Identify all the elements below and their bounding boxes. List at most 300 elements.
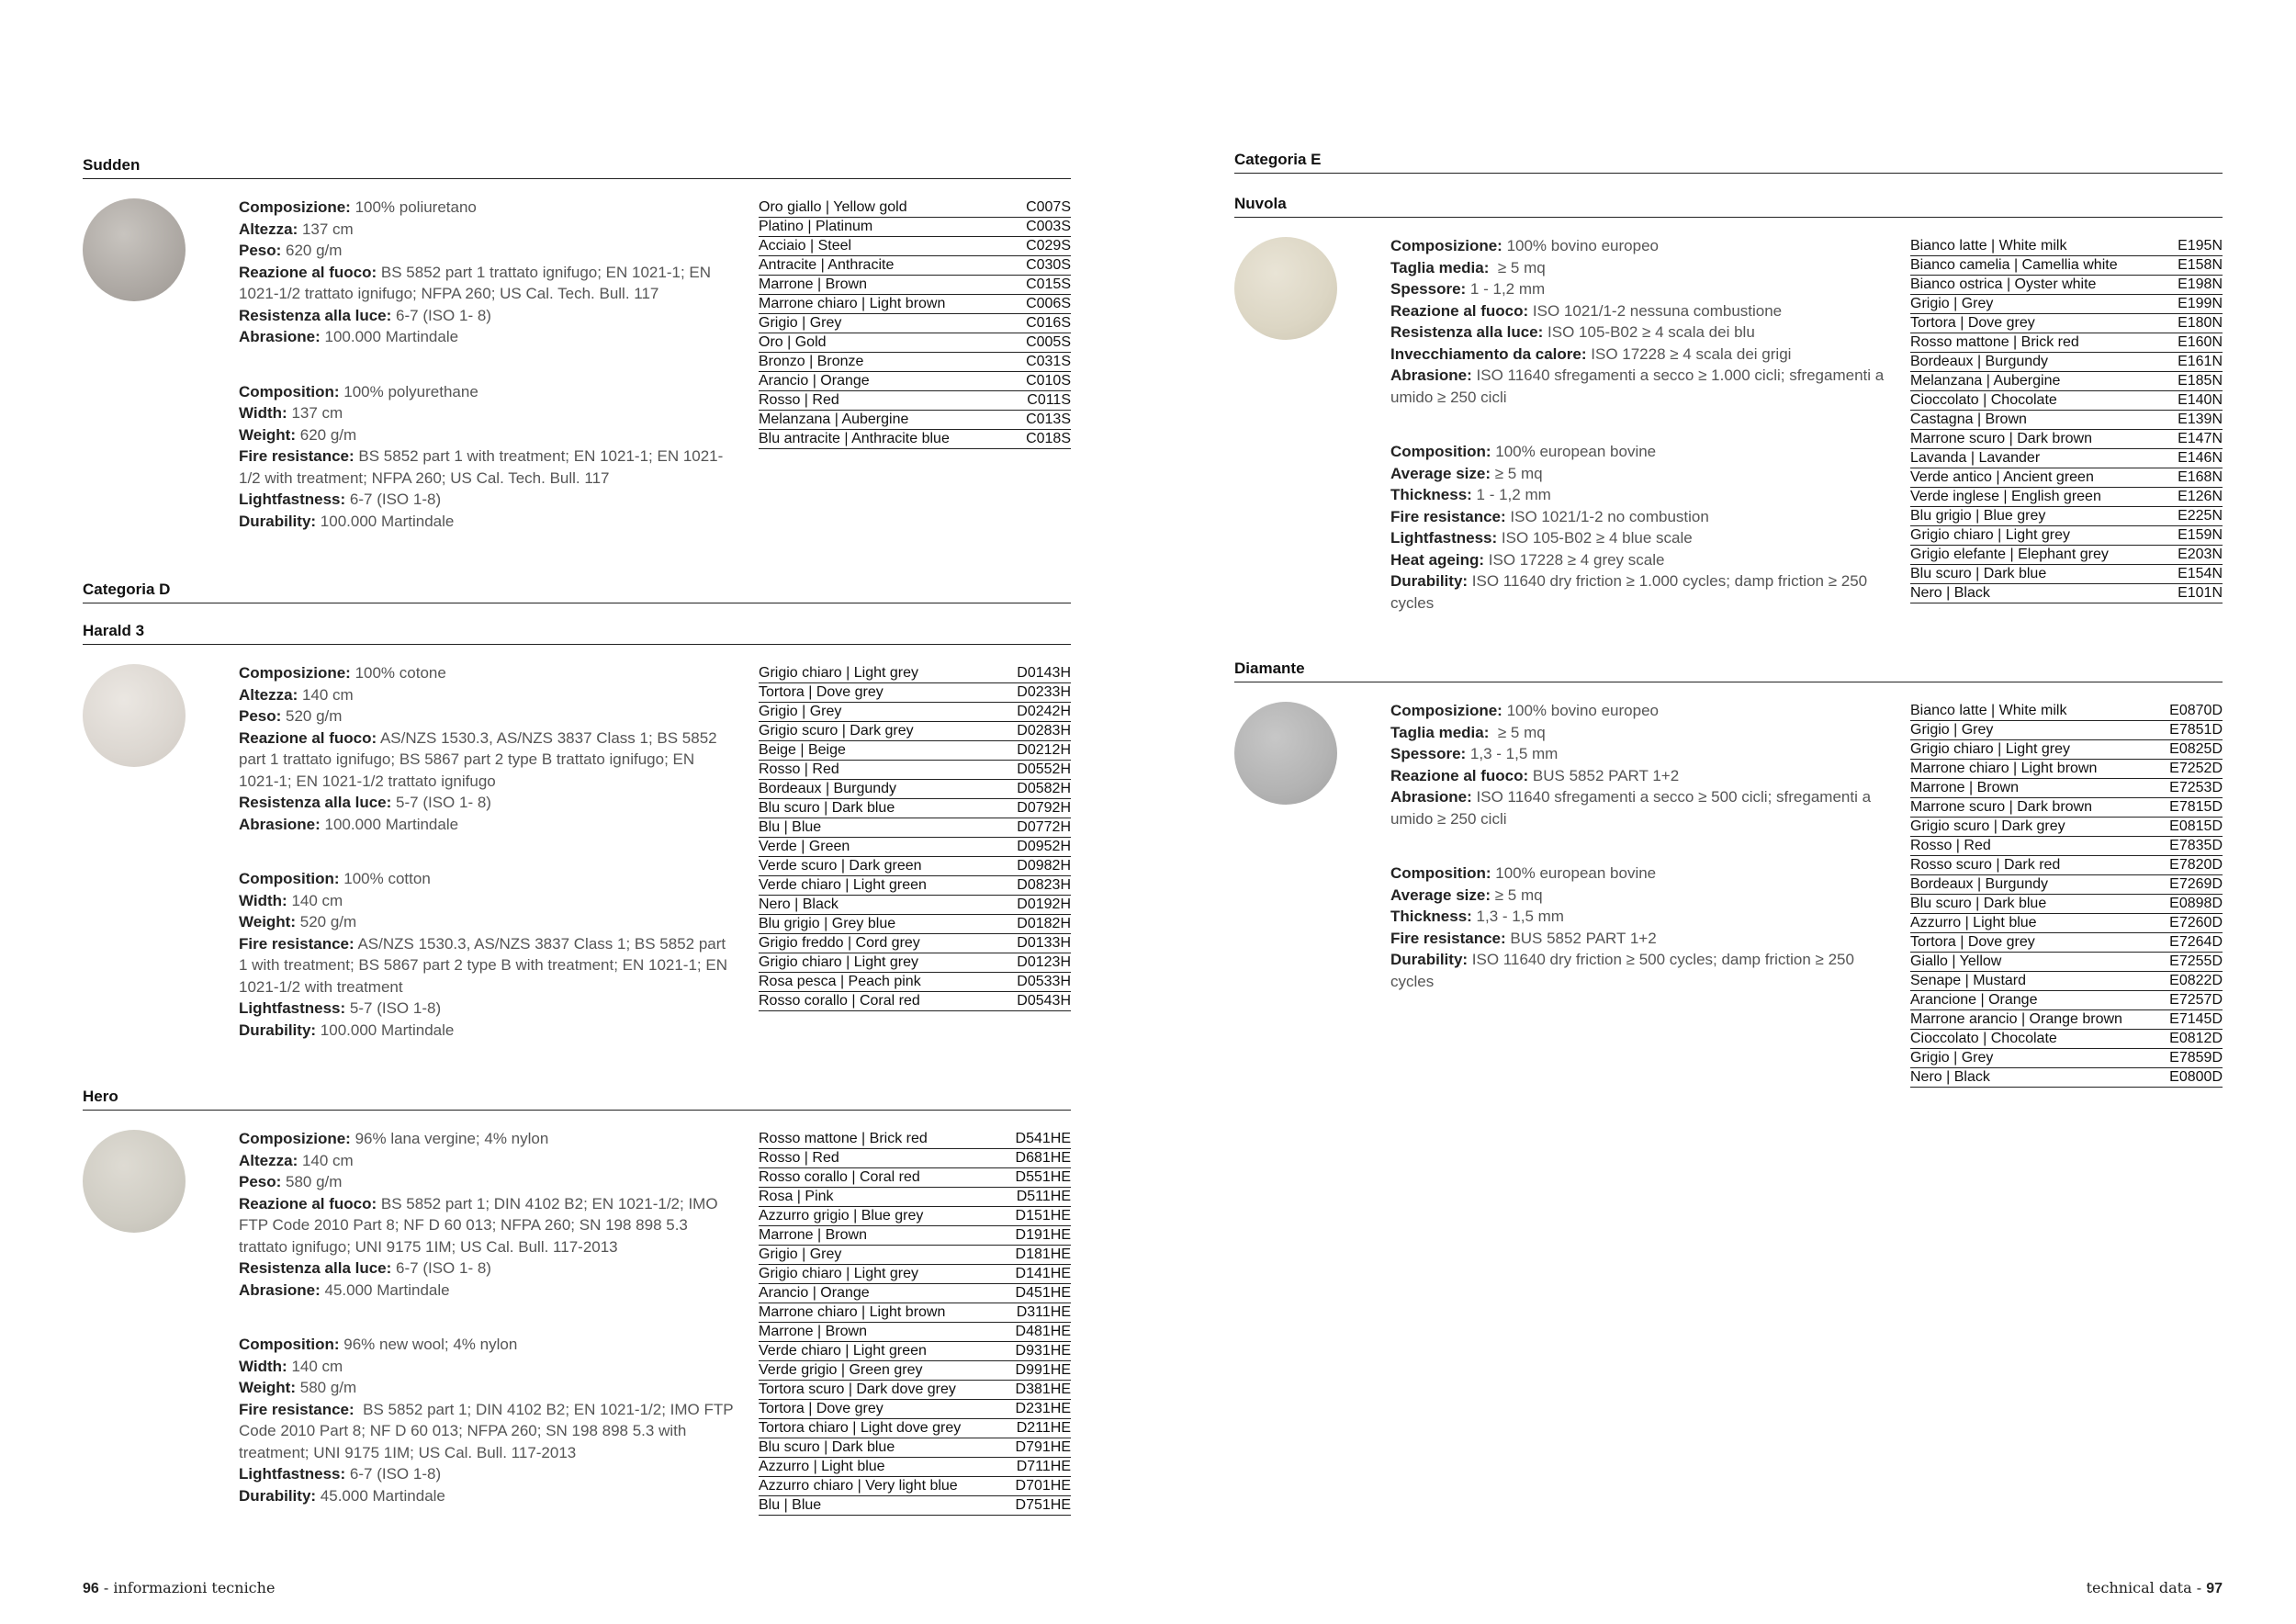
color-code: E161N [2178,354,2223,369]
color-code: E0815D [2169,818,2223,834]
color-row [759,1438,1071,1458]
color-code: D0582H [1017,781,1071,796]
spec-label: Fire resistance: [239,447,355,465]
spec-line [239,1463,735,1485]
spec-label: Durability: [1390,572,1469,590]
color-row [759,1381,1071,1400]
color-code: D681HE [1015,1150,1071,1166]
spec-value: 580 g/m [296,1379,357,1396]
spec-line [1390,365,1886,408]
color-name: Melanzana | Aubergine [759,412,909,427]
product-section-harald-3 [83,622,1071,1039]
spec-label: Composition: [1390,864,1491,882]
color-row [1910,546,2223,565]
spec-label: Composizione: [239,1130,351,1147]
color-row [759,973,1071,992]
color-code: D0952H [1017,839,1071,854]
spec-label: Altezza: [239,1151,298,1169]
spec-label: Abrasione: [239,1280,321,1299]
color-name: Bianco ostrica | Oyster white [1910,276,2097,292]
spec-value: 580 g/m [281,1173,343,1190]
spec-value: ISO 11640 dry friction ≥ 1.000 cycles; damp friction ≥ 250 cycles [1390,572,1872,612]
color-name: Grigio | Grey [759,704,842,719]
color-name: Blu scuro | Dark blue [1910,566,2047,581]
spec-value: 5-7 (ISO 1-8) [345,999,442,1017]
color-row [1910,449,2223,468]
spec-label: Resistenza alla luce: [239,794,392,811]
color-name: Grigio scuro | Dark grey [759,723,914,739]
color-name: Bianco latte | White milk [1910,238,2067,254]
color-list [759,664,1071,1011]
color-name: Bianco latte | White milk [1910,703,2067,718]
spec-value: 100.000 Martindale [316,1021,455,1039]
spec-label: Abrasione: [1390,367,1472,384]
color-name: Blu grigio | Grey blue [759,916,896,931]
color-code: E7820D [2169,857,2223,873]
color-name: Grigio chiaro | Light grey [1910,527,2071,543]
color-row [759,722,1071,741]
color-row [759,1265,1071,1284]
color-code: E0825D [2169,741,2223,757]
spec-line [1390,321,1886,344]
spec-label: Composition: [239,870,340,887]
color-name: Tortora | Dove grey [759,1401,884,1416]
color-code: D751HE [1015,1497,1071,1513]
spec-value: 140 cm [298,1151,354,1169]
color-name: Blu scuro | Dark blue [759,800,895,816]
color-name: Verde antico | Ancient green [1910,469,2094,485]
color-code: D0533H [1017,974,1071,989]
spec-label: Weight: [239,913,297,930]
color-row [759,1496,1071,1516]
color-row [759,314,1071,333]
color-name: Bordeaux | Burgundy [1910,354,2049,369]
color-name: Senape | Mustard [1910,973,2027,988]
color-code: D0792H [1017,800,1071,816]
spec-line [1390,441,1886,463]
color-code: E195N [2178,238,2223,254]
color-row [759,683,1071,703]
spec-label: Reazione al fuoco: [239,728,377,747]
color-name: Tortora | Dove grey [1910,315,2035,331]
color-code: C029S [1026,238,1071,254]
color-row [1910,933,2223,953]
spec-label: Lightfastness: [239,1465,346,1483]
color-row [759,1188,1071,1207]
color-row [1910,856,2223,875]
spec-label: Invecchiamento da calore: [1390,344,1587,363]
color-name: Nero | Black [1910,585,1990,601]
color-name: Nero | Black [759,897,838,912]
color-name: Cioccolato | Chocolate [1910,392,2057,408]
color-name: Rosso corallo | Coral red [759,1169,920,1185]
spec-line [1390,765,1886,787]
specs-english [1390,441,1886,614]
color-name: Grigio | Grey [1910,1050,1994,1066]
color-code: E159N [2178,527,2223,543]
color-name: Rosso | Red [759,392,839,408]
color-code: E7815D [2169,799,2223,815]
left-page [83,0,1071,1624]
spec-label: Resistenza alla luce: [1390,323,1544,341]
color-code: D0982H [1017,858,1071,874]
color-row [1910,295,2223,314]
spec-value: BS 5852 part 1 with treatment; EN 1021-1; EN 1021-1/2 with treatment; NFPA 260; US Cal. Tech. Bull. 117 [239,447,724,487]
spec-value: 100.000 Martindale [320,328,459,345]
spec-line [239,1485,735,1507]
color-row [1910,895,2223,914]
color-code: E126N [2178,489,2223,504]
specs-italian [239,662,735,835]
spec-label: Weight: [239,1379,297,1396]
spec-line [239,1280,735,1302]
color-row [759,799,1071,818]
color-row [759,780,1071,799]
color-code: E0812D [2169,1031,2223,1046]
spec-line [239,1193,735,1258]
spec-line [1390,257,1886,279]
color-row [1910,721,2223,740]
specs-english [239,381,735,533]
color-code: C016S [1026,315,1071,331]
color-code: E225N [2178,508,2223,524]
color-row [1910,565,2223,584]
spec-value: ≥ 5 mq [1490,885,1543,904]
product-section-nuvola [1234,195,2223,612]
color-name: Azzurro grigio | Blue grey [759,1208,924,1224]
color-code: E146N [2178,450,2223,466]
page-footer-left [83,1579,275,1597]
color-name: Acciaio | Steel [759,238,852,254]
spec-label: Taglia media: [1390,723,1490,741]
product-section-hero [83,1088,1071,1513]
spec-label: Reazione al fuoco: [1390,301,1529,320]
spec-value: 6-7 (ISO 1-8) [345,1465,442,1483]
spec-line [1390,949,1886,992]
spec-value: 5-7 (ISO 1- 8) [391,794,491,811]
color-name: Rosso | Red [1910,838,1991,853]
color-code: E7859D [2169,1050,2223,1066]
color-row [1910,256,2223,276]
color-code: C015S [1026,276,1071,292]
spec-label: Lightfastness: [239,999,346,1017]
color-code: D0143H [1017,665,1071,681]
color-row [759,391,1071,411]
color-code: E154N [2178,566,2223,581]
spec-label: Peso: [239,707,282,725]
spec-label: Reazione al fuoco: [1390,766,1529,784]
color-code: E147N [2178,431,2223,446]
color-code: E0898D [2169,896,2223,911]
color-code: C011S [1027,392,1071,408]
color-row [759,256,1071,276]
color-code: D0192H [1017,897,1071,912]
color-row [759,1226,1071,1246]
color-row [759,218,1071,237]
color-name: Blu scuro | Dark blue [1910,896,2047,911]
color-code: D0123H [1017,954,1071,970]
spec-value: BUS 5852 PART 1+2 [1505,929,1657,947]
spec-value: AS/NZS 1530.3, AS/NZS 3837 Class 1; BS 5852 part 1 trattato ignifugo; BS 5867 part 2 type B trattato ignifugo; EN 1021-1; EN 1021-1/2 trattato ignifugo [239,728,722,790]
color-row [1910,972,2223,991]
spec-label: Composizione: [239,198,351,216]
color-row [759,276,1071,295]
product-specs [239,1128,738,1539]
spec-line [239,1171,735,1193]
color-name: Marrone | Brown [759,276,867,292]
color-code: D451HE [1015,1285,1071,1301]
color-name: Giallo | Yellow [1910,953,2002,969]
color-code: E7835D [2169,838,2223,853]
spec-line [239,1150,735,1172]
color-name: Rosa pesca | Peach pink [759,974,921,989]
color-name: Rosso scuro | Dark red [1910,857,2061,873]
footer-text: - informazioni tecniche [98,1579,276,1596]
specs-italian [239,1128,735,1301]
color-code: E168N [2178,469,2223,485]
color-code: D991HE [1015,1362,1071,1378]
spec-label: Durability: [239,1021,317,1039]
color-row [1910,237,2223,256]
color-name: Oro giallo | Yellow gold [759,199,907,215]
spec-line [239,1377,735,1399]
color-name: Bordeaux | Burgundy [759,781,897,796]
color-code: C005S [1026,334,1071,350]
color-name: Platino | Platinum [759,219,873,234]
color-name: Nero | Black [1910,1069,1990,1085]
spec-value: 100% european bovine [1491,864,1657,882]
spec-line [1390,506,1886,528]
spec-line [1390,743,1886,765]
color-code: D311HE [1016,1304,1071,1320]
color-code: D381HE [1015,1382,1071,1397]
color-code: D0182H [1017,916,1071,931]
spec-label: Spessore: [1390,745,1467,762]
product-specs [239,197,735,565]
color-row [1910,798,2223,818]
spec-label: Reazione al fuoco: [239,1194,377,1212]
spec-label: Width: [239,891,287,909]
color-row [759,1419,1071,1438]
color-name: Cioccolato | Chocolate [1910,1031,2057,1046]
color-code: E7257D [2169,992,2223,1008]
color-name: Rosso mattone | Brick red [1910,334,2079,350]
spec-line [1390,722,1886,744]
specs-english [239,868,735,1041]
color-row [759,876,1071,896]
color-row [1910,526,2223,546]
spec-line [239,219,735,241]
spec-line [239,1399,738,1464]
spec-value: 100.000 Martindale [320,815,459,833]
spec-value: 100% polyurethane [339,382,478,400]
color-code: D191HE [1015,1227,1071,1243]
fabric-swatch [83,664,186,767]
color-row [759,857,1071,876]
spec-value: 620 g/m [296,425,357,444]
spec-label: Composition: [239,382,340,400]
spec-label: Peso: [239,1173,282,1190]
color-row [759,295,1071,314]
color-row [1910,411,2223,430]
color-name: Arancio | Orange [759,373,870,389]
color-code: C030S [1026,257,1071,273]
page-number: 97 [2206,1581,2223,1596]
color-name: Blu grigio | Blue grey [1910,508,2046,524]
spec-label: Composition: [239,1336,340,1353]
spec-label: Heat ageing: [1390,550,1485,569]
spec-line [1390,235,1886,257]
category-section-e [1234,151,2223,174]
spec-line [239,1356,735,1378]
color-code: E180N [2178,315,2223,331]
color-name: Grigio chiaro | Light grey [759,1266,919,1281]
spec-value: 137 cm [298,220,354,238]
color-row [1910,837,2223,856]
color-row [1910,1010,2223,1030]
spec-label: Width: [239,1357,287,1375]
color-row [1910,584,2223,603]
color-code: D211HE [1016,1420,1071,1436]
page-footer-right [2087,1579,2223,1597]
color-code: D481HE [1015,1324,1071,1339]
color-code: D151HE [1015,1208,1071,1224]
spec-line [1390,527,1886,549]
color-list [759,1130,1071,1516]
color-code: C010S [1026,373,1071,389]
color-row [759,1168,1071,1188]
color-row [759,703,1071,722]
spec-value: 1,3 - 1,5 mm [1466,745,1559,762]
specs-english [1390,863,1886,992]
color-name: Grigio | Grey [759,315,842,331]
spec-value: ISO 11640 dry friction ≥ 500 cycles; damp friction ≥ 250 cycles [1390,951,1859,990]
spec-label: Composizione: [239,664,351,682]
spec-value: 96% lana vergine; 4% nylon [350,1130,549,1147]
color-code: C013S [1026,412,1071,427]
color-code: D0823H [1017,877,1071,893]
spec-value: 100% cotone [350,664,446,682]
color-name: Castagna | Brown [1910,412,2027,427]
spec-line [1390,786,1886,829]
spec-value: ISO 1021/1-2 nessuna combustione [1528,301,1783,320]
color-row [759,838,1071,857]
color-name: Tortora | Dove grey [759,684,884,700]
color-row [1910,991,2223,1010]
color-name: Marrone chiaro | Light brown [759,1304,946,1320]
spec-label: Fire resistance: [1390,929,1506,947]
color-name: Beige | Beige [759,742,846,758]
color-code: E7253D [2169,780,2223,795]
color-name: Lavanda | Lavander [1910,450,2041,466]
color-name: Marrone chiaro | Light brown [1910,761,2098,776]
color-row [1910,1030,2223,1049]
color-row [759,741,1071,761]
spec-value: 1,3 - 1,5 mm [1471,908,1564,925]
spec-value: 45.000 Martindale [320,1280,450,1299]
color-name: Blu | Blue [759,819,822,835]
color-code: E7851D [2169,722,2223,738]
color-row [1910,1049,2223,1068]
color-code: D0242H [1017,704,1071,719]
specs-italian [1390,235,1886,408]
spec-line [239,1257,735,1280]
color-row [759,1361,1071,1381]
color-code: D0772H [1017,819,1071,835]
color-code: D0543H [1017,993,1071,1009]
color-row [759,1149,1071,1168]
spec-line [1390,463,1886,485]
color-name: Grigio elefante | Elephant grey [1910,547,2109,562]
product-title: Nuvola [1234,195,2223,218]
spec-value: 96% new wool; 4% nylon [339,1336,518,1353]
spec-label: Fire resistance: [1390,507,1506,525]
color-name: Grigio chiaro | Light grey [1910,741,2071,757]
color-code: E160N [2178,334,2223,350]
color-name: Grigio chiaro | Light grey [759,665,919,681]
color-row [759,333,1071,353]
spec-label: Composizione: [1390,702,1503,719]
color-name: Grigio | Grey [1910,296,1994,311]
color-list [1910,237,2223,603]
color-name: Rosso | Red [759,1150,839,1166]
product-specs [1390,235,1886,647]
spec-label: Fire resistance: [239,934,355,953]
specs-english [239,1334,738,1506]
spec-label: Resistenza alla luce: [239,306,392,324]
color-code: C031S [1026,354,1071,369]
color-row [759,1342,1071,1361]
spec-line [239,1020,735,1042]
color-name: Marrone arancio | Orange brown [1910,1011,2122,1027]
spec-label: Thickness: [1390,486,1472,503]
color-row [759,1246,1071,1265]
color-code: D551HE [1015,1169,1071,1185]
color-code: D0212H [1017,742,1071,758]
product-title: Sudden [83,156,1071,179]
spec-label: Durability: [239,1486,317,1505]
color-row [1910,875,2223,895]
spec-line [239,911,735,933]
color-name: Azzurro | Light blue [759,1459,885,1474]
color-code: D231HE [1015,1401,1071,1416]
color-code: D931HE [1015,1343,1071,1359]
product-specs [239,662,735,1074]
spec-line [239,814,735,836]
spec-line [1390,885,1886,907]
color-name: Rosso | Red [759,761,839,777]
color-row [759,198,1071,218]
fabric-swatch [1234,702,1337,805]
color-name: Grigio | Grey [1910,722,1994,738]
specs-italian [239,197,735,348]
product-title: Diamante [1234,660,2223,682]
spec-label: Durability: [1390,951,1469,968]
color-name: Marrone | Brown [1910,780,2019,795]
color-row [759,1458,1071,1477]
spec-label: Abrasione: [239,815,321,833]
color-row [759,818,1071,838]
spec-value: 620 g/m [281,242,343,259]
spec-label: Composition: [1390,443,1491,460]
spec-line [1390,928,1886,950]
spec-label: Width: [239,404,287,422]
color-name: Verde inglese | English green [1910,489,2101,504]
spec-value: 137 cm [287,404,343,422]
spec-value: ISO 17228 ≥ 4 grey scale [1484,550,1665,569]
spec-value: 140 cm [287,1357,343,1375]
spec-value: BUS 5852 PART 1+2 [1528,766,1680,784]
